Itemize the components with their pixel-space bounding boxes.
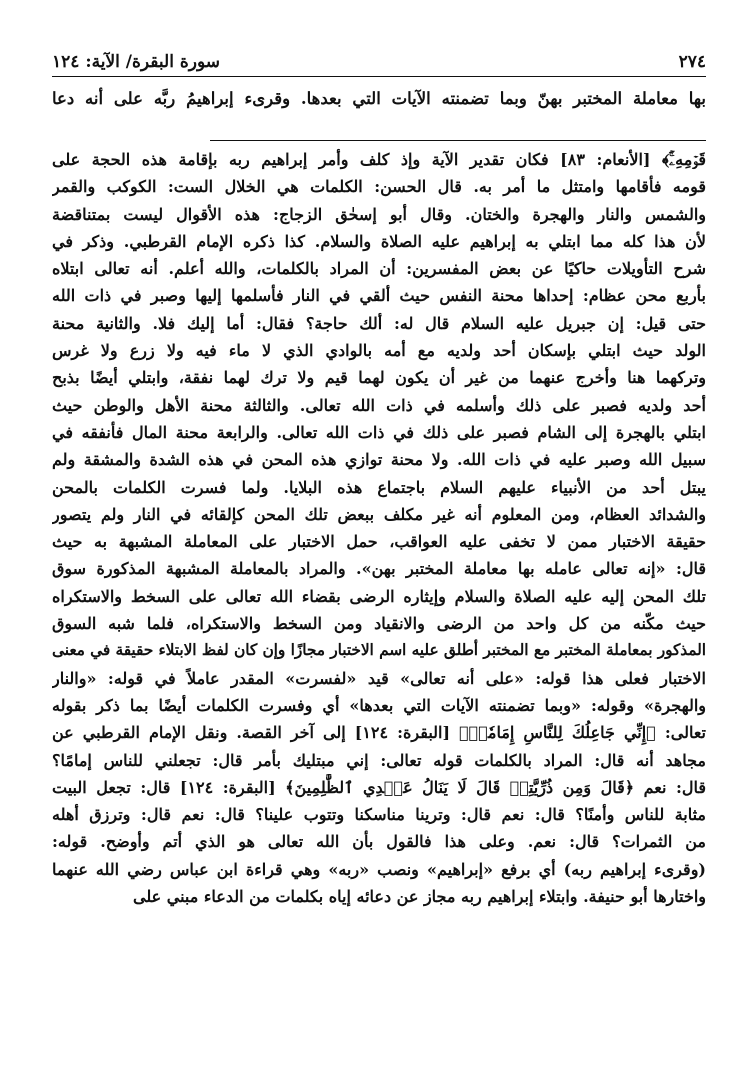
commentary-line: لأن هذا كله مما ابتلي به إبراهيم عليه الصلاة والسلام. كذا ذكره الإمام القرطبي. وذكر في [52,231,706,251]
commentary-line: وتركهما هنا وأخرج عنهما من غير أن يكون لهما قيم ولا ترك لهما نفقة، وابتلي أيضًا بذبح [52,368,706,388]
commentary-line: حقيقة الاختبار ممن لا تخفى عليه العواقب، حمل الاختبار على المعاملة المشبهة به حيث [52,532,706,552]
commentary-line: سبيل الله وصبر عليه في ذات الله. ولا محنة توازي هذه المحن في هذه الشدة والمشقة ولم [52,450,706,470]
commentary-line: تلك المحن إليه عليه الصلاة والسلام وإيثاره الرضى بقضاء الله تعالى على السخط والاستكراه [52,586,706,606]
commentary-line: ابتلي بالهجرة إلى الشام فصبر على ذلك في ذات الله تعالى. والرابعة محنة المال فأنفقه في [52,422,706,442]
commentary-line: والشدائد العظام، ومن المعلوم أنه غير مكلف ببعض تلك المحن كإلقائه في النار ولم يتصور [52,504,706,524]
commentary-line: حتى قيل: إن جبريل عليه السلام قال له: ألك حاجة؟ فقال: أما إليك فلا. والثانية محنة [52,313,706,333]
main-text: بها معاملة المختبر بهنّ وبما تضمنته الآيات التي بعدها. وقرىء إبراهيمُ ربَّه على أنه دعا [52,89,706,108]
commentary-line: مجاهد أنه قال: المراد بالكلمات قوله تعالى: إني مبتليك بأمر قال: تجعلني للناس إمامًا؟ [52,750,706,770]
commentary-line: والشمس والنار والهجرة والختان. وقال أبو إسحٰق الزجاج: هذه الأقوال ليست بمتناقضة [52,204,706,224]
commentary-line: المذكور بمعاملة المختبر مع المختبر أطلق عليه اسم الاختبار مجازًا وإن كان لفظ الابتلاء حقيقة في معنى [52,641,706,660]
commentary-line: حيث مكّنه من كل واحد من الرضى والانقياد ومن السخط والاستكراه، فلما شبه السوق [52,614,706,634]
commentary-line: مثابة للناس وأمنًا؟ قال: نعم قال: وترينا مناسكنا وتتوب علينا؟ قال: نعم قال: وترزق أهله [52,805,706,825]
commentary-line: بأربع محن عظام: إحداها محنة النفس حيث ألقي في النار فأسلمها إليها وصبر في ذات الله [52,286,706,306]
commentary-line: (وقرىء إبراهيم ربه) أي برفع «إبراهيم» ونصب «ربه» وهي قراءة ابن عباس رضي الله عنهما [52,859,706,879]
commentary-text [52,146,706,910]
commentary-line: قال: «إنه تعالى عامله بها معاملة المختبر بهن». والمراد بالمعاملة المشبهة المذكورة سوق [52,559,706,579]
commentary-line: واختارها أبو حنيفة. وابتلاء إبراهيم ربه مجاز عن دعائه إياه بكلمات من الدعاء مبني على [133,887,706,907]
separator-line [210,140,706,141]
commentary-line: يبتل أحد من الأنبياء عليهم السلام باجتماع هذه البلايا. ولما فسرت الكلمات بالمحن [52,477,706,497]
commentary-line: قومه فأقامها وامتثل ما أمر به. قال الحسن: الكلمات هي الخلال الست: الكوكب والقمر [52,177,706,197]
commentary-line: قَوۡمِهِۦٓۚ﴾ [الأنعام: ٨٣] فكان تقدير الآية وإذ كلف وأمر إبراهيم ربه بإقامة هذه الحجة على [52,150,706,169]
page-header [52,42,706,77]
commentary-line: من الثمرات؟ قال: نعم. وعلى هذا فالقول بأن الله تعالى هو الذي أتم وأوضح. قوله: [52,832,706,852]
commentary-line: قال: نعم ﴿قَالَ وَمِن ذُرِّيَّتِيۖ قَالَ لَا يَنَالُ عَهۡدِي ٱلظَّٰلِمِينَ﴾ [البقرة: ١٢٤] قال: تجعل البيت [52,777,706,797]
commentary-line: تعالى: ﴿إِنِّي جَاعِلُكَ لِلنَّاسِ إِمَامٗاۖ﴾ [البقرة: ١٢٤] إلى آخر القصة. ونقل الإمام القرطبي عن [52,723,706,743]
commentary-line: والهجرة» وقوله: «وبما تضمنته الآيات التي بعدها» أي وفسرت الكلمات أيضًا بما ذكر بقوله [52,695,706,715]
commentary-line: الاختبار فعلى هذا قوله: «على أنه تعالى» قيد «لفسرت» المقدر عاملاً في قوله: «والنار [52,668,706,688]
commentary-line: أحد ولديه فصبر على ذلك وأسلمه في ذات الله تعالى. والثالثة محنة الأهل والوطن حيث [52,395,706,415]
commentary-line: شرح التأويلات حاكيًا عن بعض المفسرين: أن المراد بالكلمات، والله أعلم. أنه تعالى ابتلاه [52,259,706,279]
commentary-line: الولد حيث ابتلي بإسكان أحد ولديه مع أمه بالوادي الذي لا ماء فيه ولا زرع ولا غرس [52,341,706,361]
surah-ayah-title: سورة البقرة/ الآية: ١٢٤ [52,52,220,72]
page-number: ٢٧٤ [678,52,706,72]
